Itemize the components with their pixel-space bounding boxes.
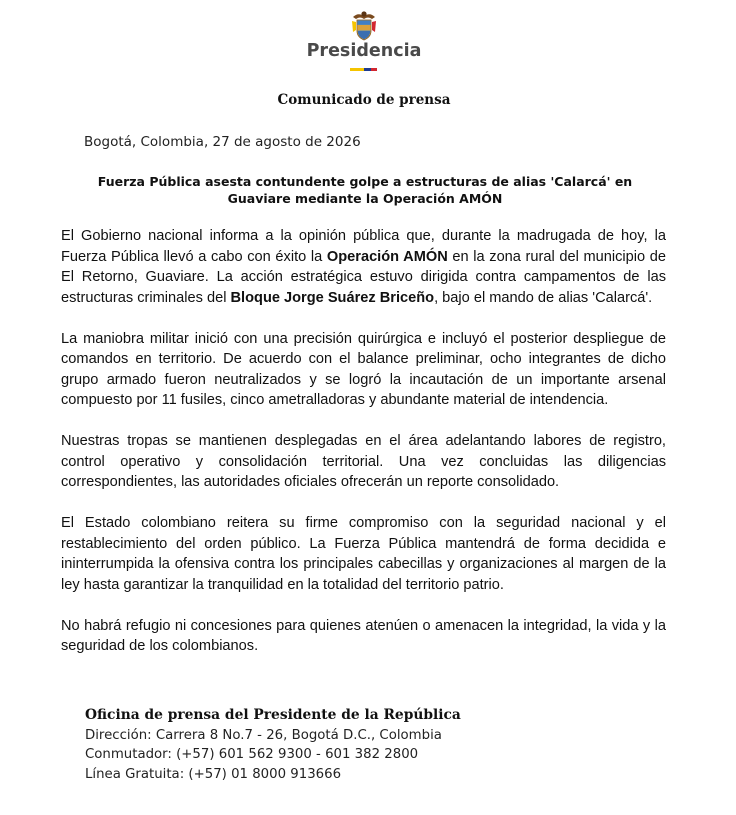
switchboard-line: Conmutador: (+57) 601 562 9300 - 601 382 2800 (85, 747, 419, 762)
letterhead (0, 8, 736, 78)
paragraph-1-text-e: , bajo el mando de alias 'Calarcá'. (434, 289, 653, 306)
headline-line-1: Fuerza Pública asesta contundente golpe a estructuras de alias 'Calarcá' en (97, 174, 633, 189)
dateline: Bogotá, Colombia, 27 de agosto de 2026 (84, 134, 361, 150)
flag-stripe-red (371, 68, 377, 71)
flag-stripe-blue (364, 68, 371, 71)
document-title: Comunicado de prensa (277, 92, 451, 108)
paragraph-1 (61, 226, 666, 308)
headline-line-2: Guaviare mediante la Operación AMÓN (227, 191, 503, 206)
toll-free-line: Línea Gratuita: (+57) 01 8000 913666 (85, 766, 342, 782)
paragraph-4: El Estado colombiano reitera su firme compromiso con la seguridad nacional y el restablecimiento del orden público. La Fuerza Pública mantendrá de forma decidida e ininterrumpida la ofensiva contra los principales cabecillas y organizaciones al margen de la ley hasta garantizar la tranquilidad en la totalidad del territorio patrio. (61, 515, 666, 593)
press-release-body (61, 226, 666, 677)
paragraph-1-text-a: El Gobierno nacional informa a la opinión pública que, durante la madrugada de hoy, la Fuerza Pública llevó a cabo con éxito la (61, 228, 666, 265)
coat-of-arms-icon (350, 10, 378, 42)
flag-stripe-yellow (350, 68, 364, 71)
operation-name: Operación AMÓN (326, 248, 448, 265)
paragraph-2: La maniobra militar inició con una precisión quirúrgica e incluyó el posterior despliegue de comandos en territorio. De acuerdo con el balance preliminar, ocho integrantes de dicho grupo armado fueron neutralizados y se logró la incautación de un importante arsenal compuesto por 11 fusiles, cinco ametralladoras y abundante material de intendencia. (61, 330, 666, 408)
contact-footer (85, 706, 461, 784)
presidencia-logo-text: Presidencia (306, 41, 422, 61)
paragraph-5: No habrá refugio ni concesiones para quienes atenúen o amenacen la integridad, la vida y la seguridad de los colombianos. (61, 617, 666, 654)
address-line: Dirección: Carrera 8 No.7 - 26, Bogotá D.C., Colombia (85, 727, 442, 743)
press-office-name: Oficina de prensa del Presidente de la República (85, 707, 461, 723)
flag-stripe (350, 68, 377, 71)
paragraph-1-text-c: en la zona rural del municipio de El Retorno, Guaviare. La acción estratégica estuvo dirigida contra campamentos de las estructuras criminales del (61, 248, 667, 306)
bloque-name: Bloque Jorge Suárez Briceño (230, 289, 435, 306)
headline (80, 173, 650, 207)
paragraph-3: Nuestras tropas se mantienen desplegadas en el área adelantando labores de registro, control operativo y consolidación territorial. Una vez concluidas las diligencias correspondientes, las autoridades oficiales ofrecerán un reporte consolidado. (61, 433, 666, 490)
